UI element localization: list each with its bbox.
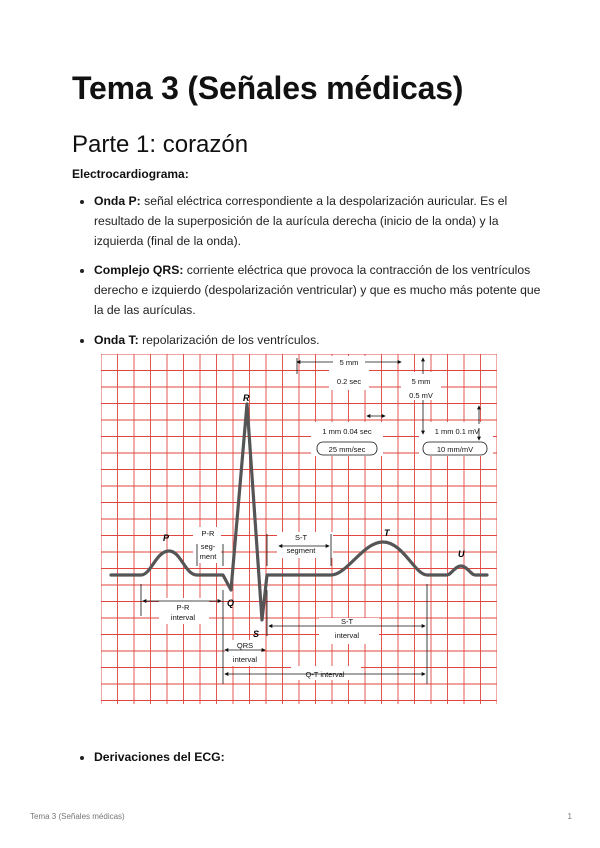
label-paper-speed: 25 mm/sec bbox=[328, 445, 366, 454]
ecg-diagram bbox=[101, 354, 497, 704]
label-st-segment-1: S-T bbox=[294, 533, 308, 542]
footer-page-number: 1 bbox=[567, 812, 572, 821]
definition-complejo-qrs: corriente eléctrica que provoca la contracción de los ventrículos derecho e izquierdo (despolarización ventricular) y que es mucho más potente que la de las aurículas. bbox=[94, 263, 541, 317]
label-scale-1mm-004sec: 1 mm 0.04 sec bbox=[322, 427, 372, 436]
label-qrs-interval-1: QRS bbox=[236, 641, 254, 650]
term-derivaciones-ecg: Derivaciones del ECG: bbox=[94, 750, 225, 764]
label-qrs-interval-2: interval bbox=[232, 655, 258, 664]
label-st-interval-2: interval bbox=[334, 631, 360, 640]
subheading-electrocardiograma: Electrocardiograma: bbox=[72, 167, 189, 181]
footer-document-title: Tema 3 (Señales médicas) bbox=[30, 812, 125, 821]
label-scale-5mm-v: 5 mm bbox=[411, 377, 431, 386]
list-item-onda-t bbox=[72, 331, 542, 351]
label-scale-05mv: 0.5 mV bbox=[409, 391, 433, 400]
term-onda-t: Onda T: bbox=[94, 332, 139, 347]
label-scale-1mm-01mv: 1 mm 0.1 mV bbox=[434, 427, 480, 436]
list-item-complejo-qrs bbox=[72, 261, 542, 320]
label-pr-segment-1: P-R bbox=[201, 529, 215, 538]
term-onda-p: Onda P: bbox=[94, 194, 141, 208]
label-t: T bbox=[384, 528, 390, 538]
label-pr-segment-2: seg- bbox=[200, 542, 216, 551]
label-u: U bbox=[458, 549, 465, 559]
label-q: Q bbox=[227, 598, 235, 608]
label-pr-segment-3: ment bbox=[199, 552, 217, 561]
term-complejo-qrs: Complejo QRS: bbox=[94, 263, 184, 278]
label-scale-02sec: 0.2 sec bbox=[336, 377, 362, 386]
label-s: S bbox=[253, 629, 260, 639]
ecg-leads-list bbox=[72, 748, 225, 767]
label-pr-interval-1: P-R bbox=[176, 603, 190, 612]
label-r: R bbox=[243, 393, 250, 403]
page-title: Tema 3 (Señales médicas) bbox=[72, 70, 464, 106]
label-pr-interval-2: interval bbox=[170, 613, 196, 622]
label-scale-5mm: 5 mm bbox=[339, 358, 359, 367]
definition-onda-p: señal eléctrica correspondiente a la despolarización auricular. Es el resultado de la superposición de la aurícula derecha (inicio de la onda) y la izquierda (final de la onda). bbox=[94, 194, 508, 248]
label-p: P bbox=[163, 533, 170, 543]
label-st-interval-1: S-T bbox=[340, 617, 354, 626]
label-gain: 10 mm/mV bbox=[436, 445, 474, 454]
label-qt-interval: Q-T interval bbox=[305, 670, 345, 679]
definition-onda-t: repolarización de los ventrículos. bbox=[138, 332, 320, 347]
label-st-segment-2: segment bbox=[286, 546, 316, 555]
section-title: Parte 1: corazón bbox=[72, 131, 249, 158]
list-item-derivaciones bbox=[72, 748, 225, 767]
ecg-wave-list bbox=[72, 192, 542, 361]
list-item-onda-p bbox=[72, 192, 542, 251]
